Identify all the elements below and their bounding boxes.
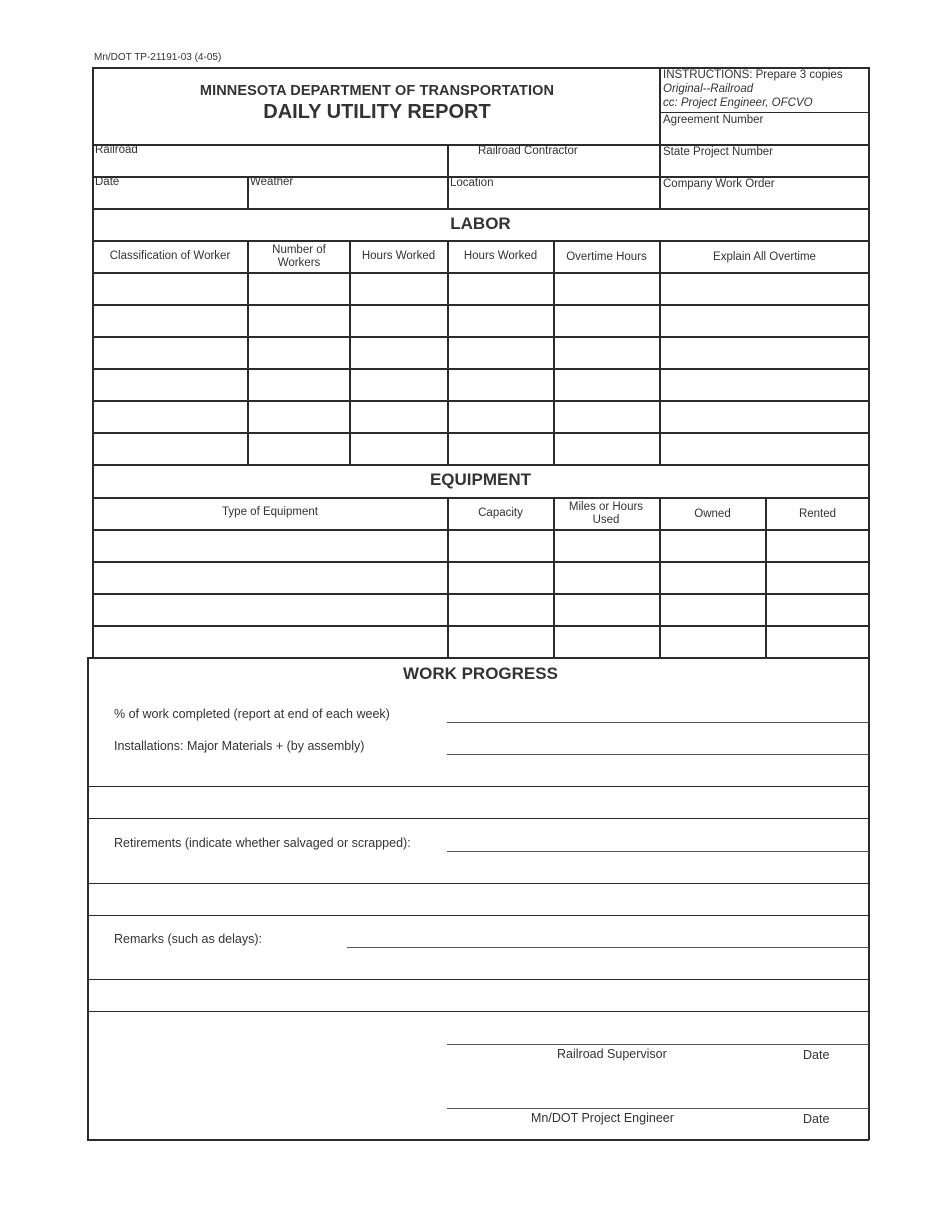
- agreement-line: [659, 112, 869, 113]
- labor-heading: LABOR: [450, 214, 511, 233]
- labor-col-classification: Classification of Worker: [109, 250, 231, 262]
- labor-col: [553, 240, 555, 465]
- installations-line[interactable]: [447, 754, 869, 755]
- equipment-line: [92, 561, 869, 563]
- form-border-left: [92, 67, 94, 657]
- header-divider: [659, 67, 661, 209]
- remarks-row-line: [88, 979, 869, 980]
- retirements-line[interactable]: [447, 851, 869, 852]
- col-line: [247, 176, 249, 209]
- remarks-line[interactable]: [347, 947, 869, 948]
- equipment-col-miles-hours: Miles or Hours Used: [568, 500, 644, 526]
- form-id: Mn/DOT TP-21191-03 (4-05): [94, 52, 222, 63]
- railroad-field[interactable]: Railroad: [95, 144, 138, 156]
- labor-col: [349, 240, 351, 465]
- remarks-label: Remarks (such as delays):: [114, 932, 262, 946]
- project-engineer-label: Mn/DOT Project Engineer: [531, 1111, 674, 1125]
- row-line: [92, 208, 869, 210]
- railroad-supervisor-date-label: Date: [803, 1048, 830, 1062]
- equipment-col: [553, 497, 555, 658]
- installations-label: Installations: Major Materials + (by assembly): [114, 739, 365, 753]
- form-border-left-lower: [87, 657, 89, 1140]
- report-title: DAILY UTILITY REPORT: [263, 101, 491, 123]
- col-line: [447, 144, 449, 209]
- labor-col-explain-overtime: Explain All Overtime: [713, 251, 816, 263]
- copy-cc: cc: Project Engineer, OFCVO: [663, 97, 813, 109]
- labor-col-number-of-workers: Number of Workers: [272, 243, 326, 269]
- percent-completed-label: % of work completed (report at end of each week): [114, 707, 390, 721]
- agency-name: MINNESOTA DEPARTMENT OF TRANSPORTATION: [199, 83, 555, 99]
- equipment-col-type: Type of Equipment: [222, 506, 318, 518]
- equipment-line: [88, 657, 869, 659]
- labor-line: [92, 464, 869, 466]
- form-border-bottom: [87, 1139, 869, 1141]
- labor-line: [92, 368, 869, 370]
- labor-line: [92, 336, 869, 338]
- labor-col-hours-worked-1: Hours Worked: [361, 250, 436, 262]
- remarks-row-line: [88, 1011, 869, 1012]
- equipment-line: [92, 529, 869, 531]
- instructions: INSTRUCTIONS: Prepare 3 copies: [663, 69, 843, 81]
- railroad-supervisor-signature-line[interactable]: [447, 1044, 869, 1045]
- labor-line: [92, 432, 869, 434]
- equipment-line: [92, 625, 869, 627]
- date-field[interactable]: Date: [95, 176, 120, 188]
- railroad-contractor-field[interactable]: Railroad Contractor: [478, 145, 578, 157]
- project-engineer-date-label: Date: [803, 1112, 830, 1126]
- labor-col: [659, 240, 661, 465]
- equipment-col-owned: Owned: [694, 508, 731, 520]
- labor-line: [92, 304, 869, 306]
- labor-line: [92, 400, 869, 402]
- equipment-col-rented: Rented: [798, 508, 837, 520]
- installations-row-line: [88, 786, 869, 787]
- location-field[interactable]: Location: [450, 177, 494, 189]
- installations-row-line: [88, 818, 869, 819]
- copy-original: Original--Railroad: [663, 83, 754, 95]
- weather-field[interactable]: Weather: [250, 176, 294, 188]
- agreement-number-label: Agreement Number: [663, 114, 764, 126]
- retirements-label: Retirements (indicate whether salvaged or scrapped):: [114, 836, 411, 850]
- equipment-line: [92, 593, 869, 595]
- equipment-heading: EQUIPMENT: [429, 470, 532, 489]
- company-work-order-field[interactable]: Company Work Order: [663, 178, 775, 190]
- equipment-col-capacity: Capacity: [478, 507, 523, 519]
- work-progress-heading: WORK PROGRESS: [403, 664, 558, 683]
- project-engineer-signature-line[interactable]: [447, 1108, 869, 1109]
- state-project-number-field[interactable]: State Project Number: [663, 146, 773, 158]
- labor-col: [247, 240, 249, 465]
- retirements-row-line: [88, 915, 869, 916]
- retirements-row-line: [88, 883, 869, 884]
- labor-col: [447, 240, 449, 465]
- railroad-supervisor-label: Railroad Supervisor: [557, 1047, 667, 1061]
- percent-completed-line[interactable]: [447, 722, 869, 723]
- labor-col-overtime-hours: Overtime Hours: [566, 251, 647, 263]
- labor-col-hours-worked-2: Hours Worked: [463, 250, 538, 262]
